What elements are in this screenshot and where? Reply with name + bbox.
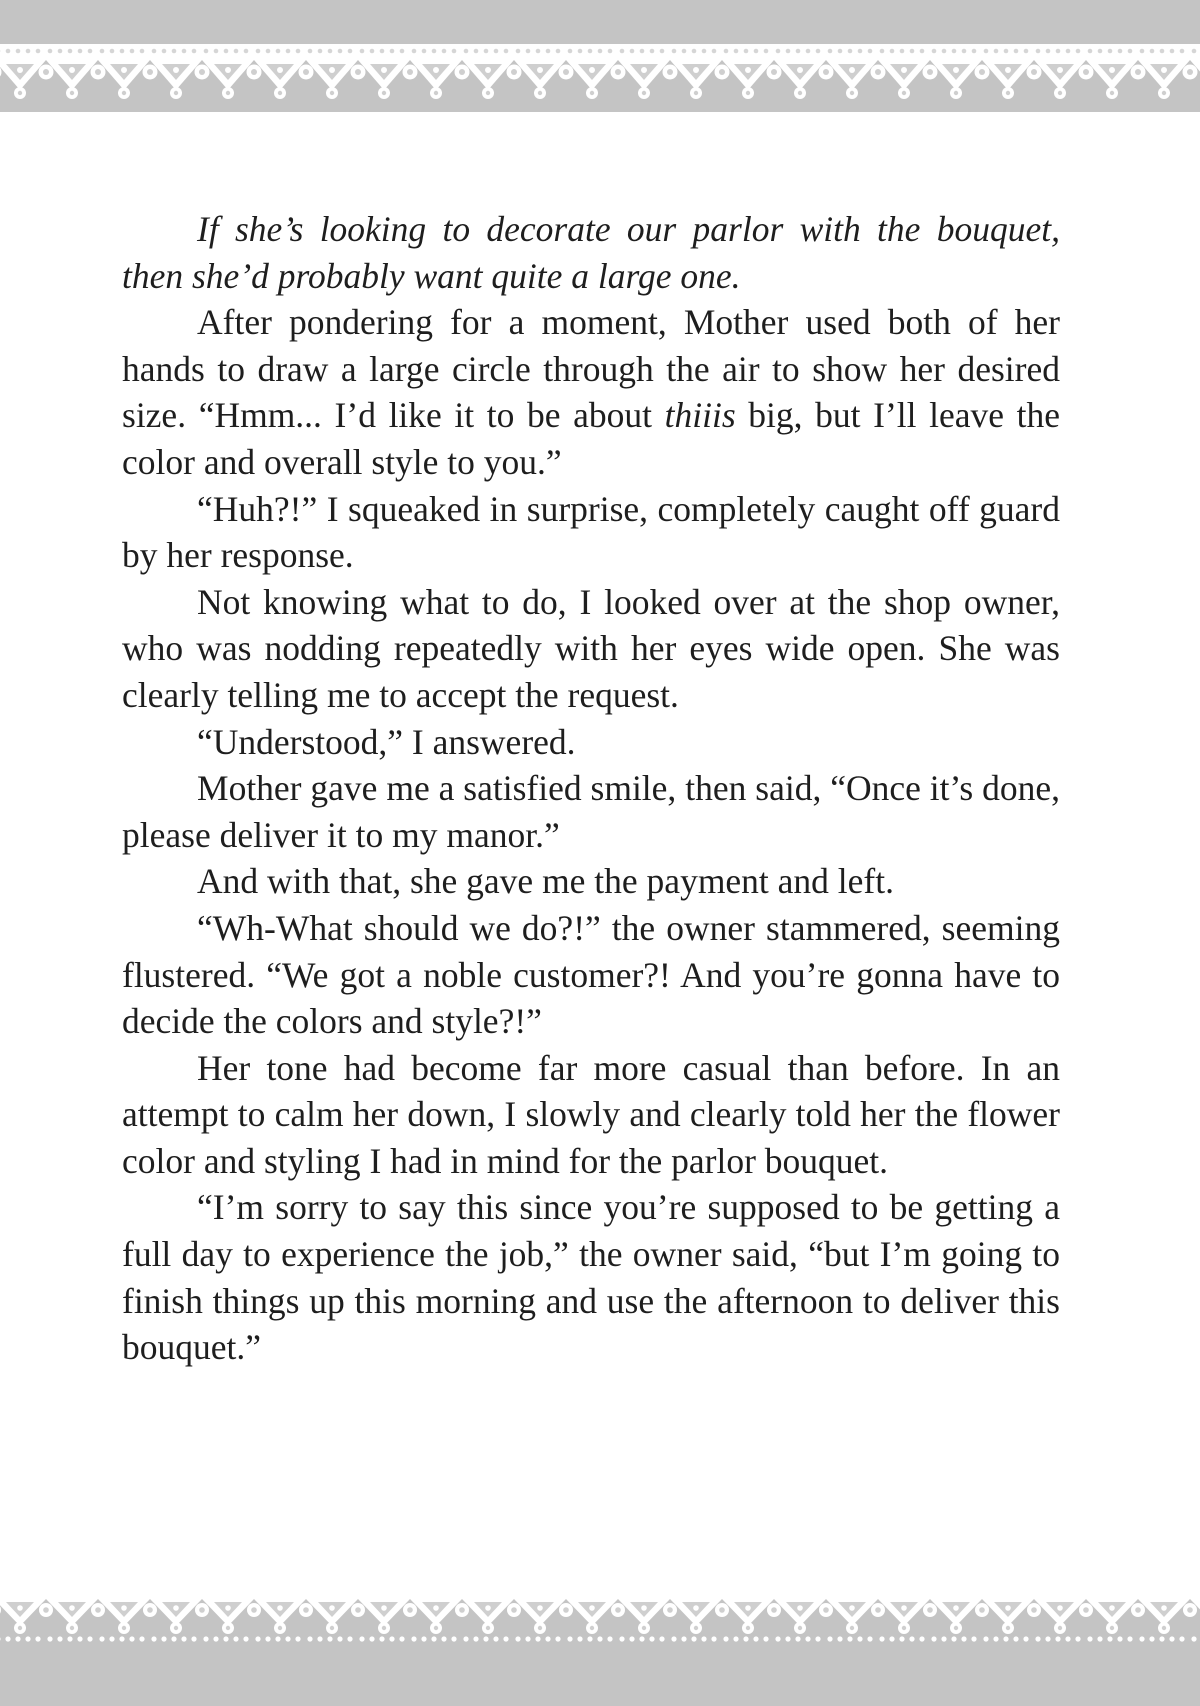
paragraph-1: If she’s looking to decorate our parlor with the bouquet, then she’d probably want quite a large one. bbox=[122, 209, 1060, 296]
story-text bbox=[122, 206, 1060, 1371]
top-lace-border bbox=[0, 0, 1200, 112]
paragraph-3: “Huh?!” I squeaked in surprise, completely caught off guard by her response. bbox=[122, 488, 1060, 576]
paragraph-8: “Wh-What should we do?!” the owner stammered, seeming flustered. “We got a noble customer?! And you’re gonna have to decide the colors and style?!” bbox=[122, 907, 1060, 1042]
paragraph-2-emphasis: thiiis bbox=[664, 395, 736, 436]
paragraph-2-text: After pondering for a moment, Mother used both of her hands to draw a large circle through the air to show her desired size. “Hmm... I’d like it to be about bbox=[122, 302, 1060, 436]
paragraph-7: And with that, she gave me the payment and left. bbox=[197, 861, 894, 902]
paragraph-5: “Understood,” I answered. bbox=[197, 721, 576, 762]
paragraph-9: Her tone had become far more casual than before. In an attempt to calm her down, I slowly and clearly told her the flower color and styling I had in mind for the parlor bouquet. bbox=[122, 1047, 1060, 1181]
paragraph-10: “I’m sorry to say this since you’re supposed to be getting a full day to experience the job,” the owner said, “but I’m going to finish things up this morning and use the afternoon to deliver this bouquet.” bbox=[122, 1187, 1060, 1368]
lace-trim-bottom bbox=[0, 1588, 1200, 1646]
paragraph-2-text-end: big, but I’ll leave the color and overall style to you.” bbox=[122, 395, 1060, 482]
paragraph-6: Mother gave me a satisfied smile, then said, “Once it’s done, please deliver it to my manor.” bbox=[122, 768, 1060, 855]
lace-trim-top bbox=[0, 44, 1200, 112]
paragraph-4: Not knowing what to do, I looked over at the shop owner, who was nodding repeatedly with her eyes wide open. She was clearly telling me to accept the request. bbox=[122, 581, 1060, 715]
paragraph-2 bbox=[122, 299, 1060, 485]
bottom-lace-border bbox=[0, 1588, 1200, 1706]
